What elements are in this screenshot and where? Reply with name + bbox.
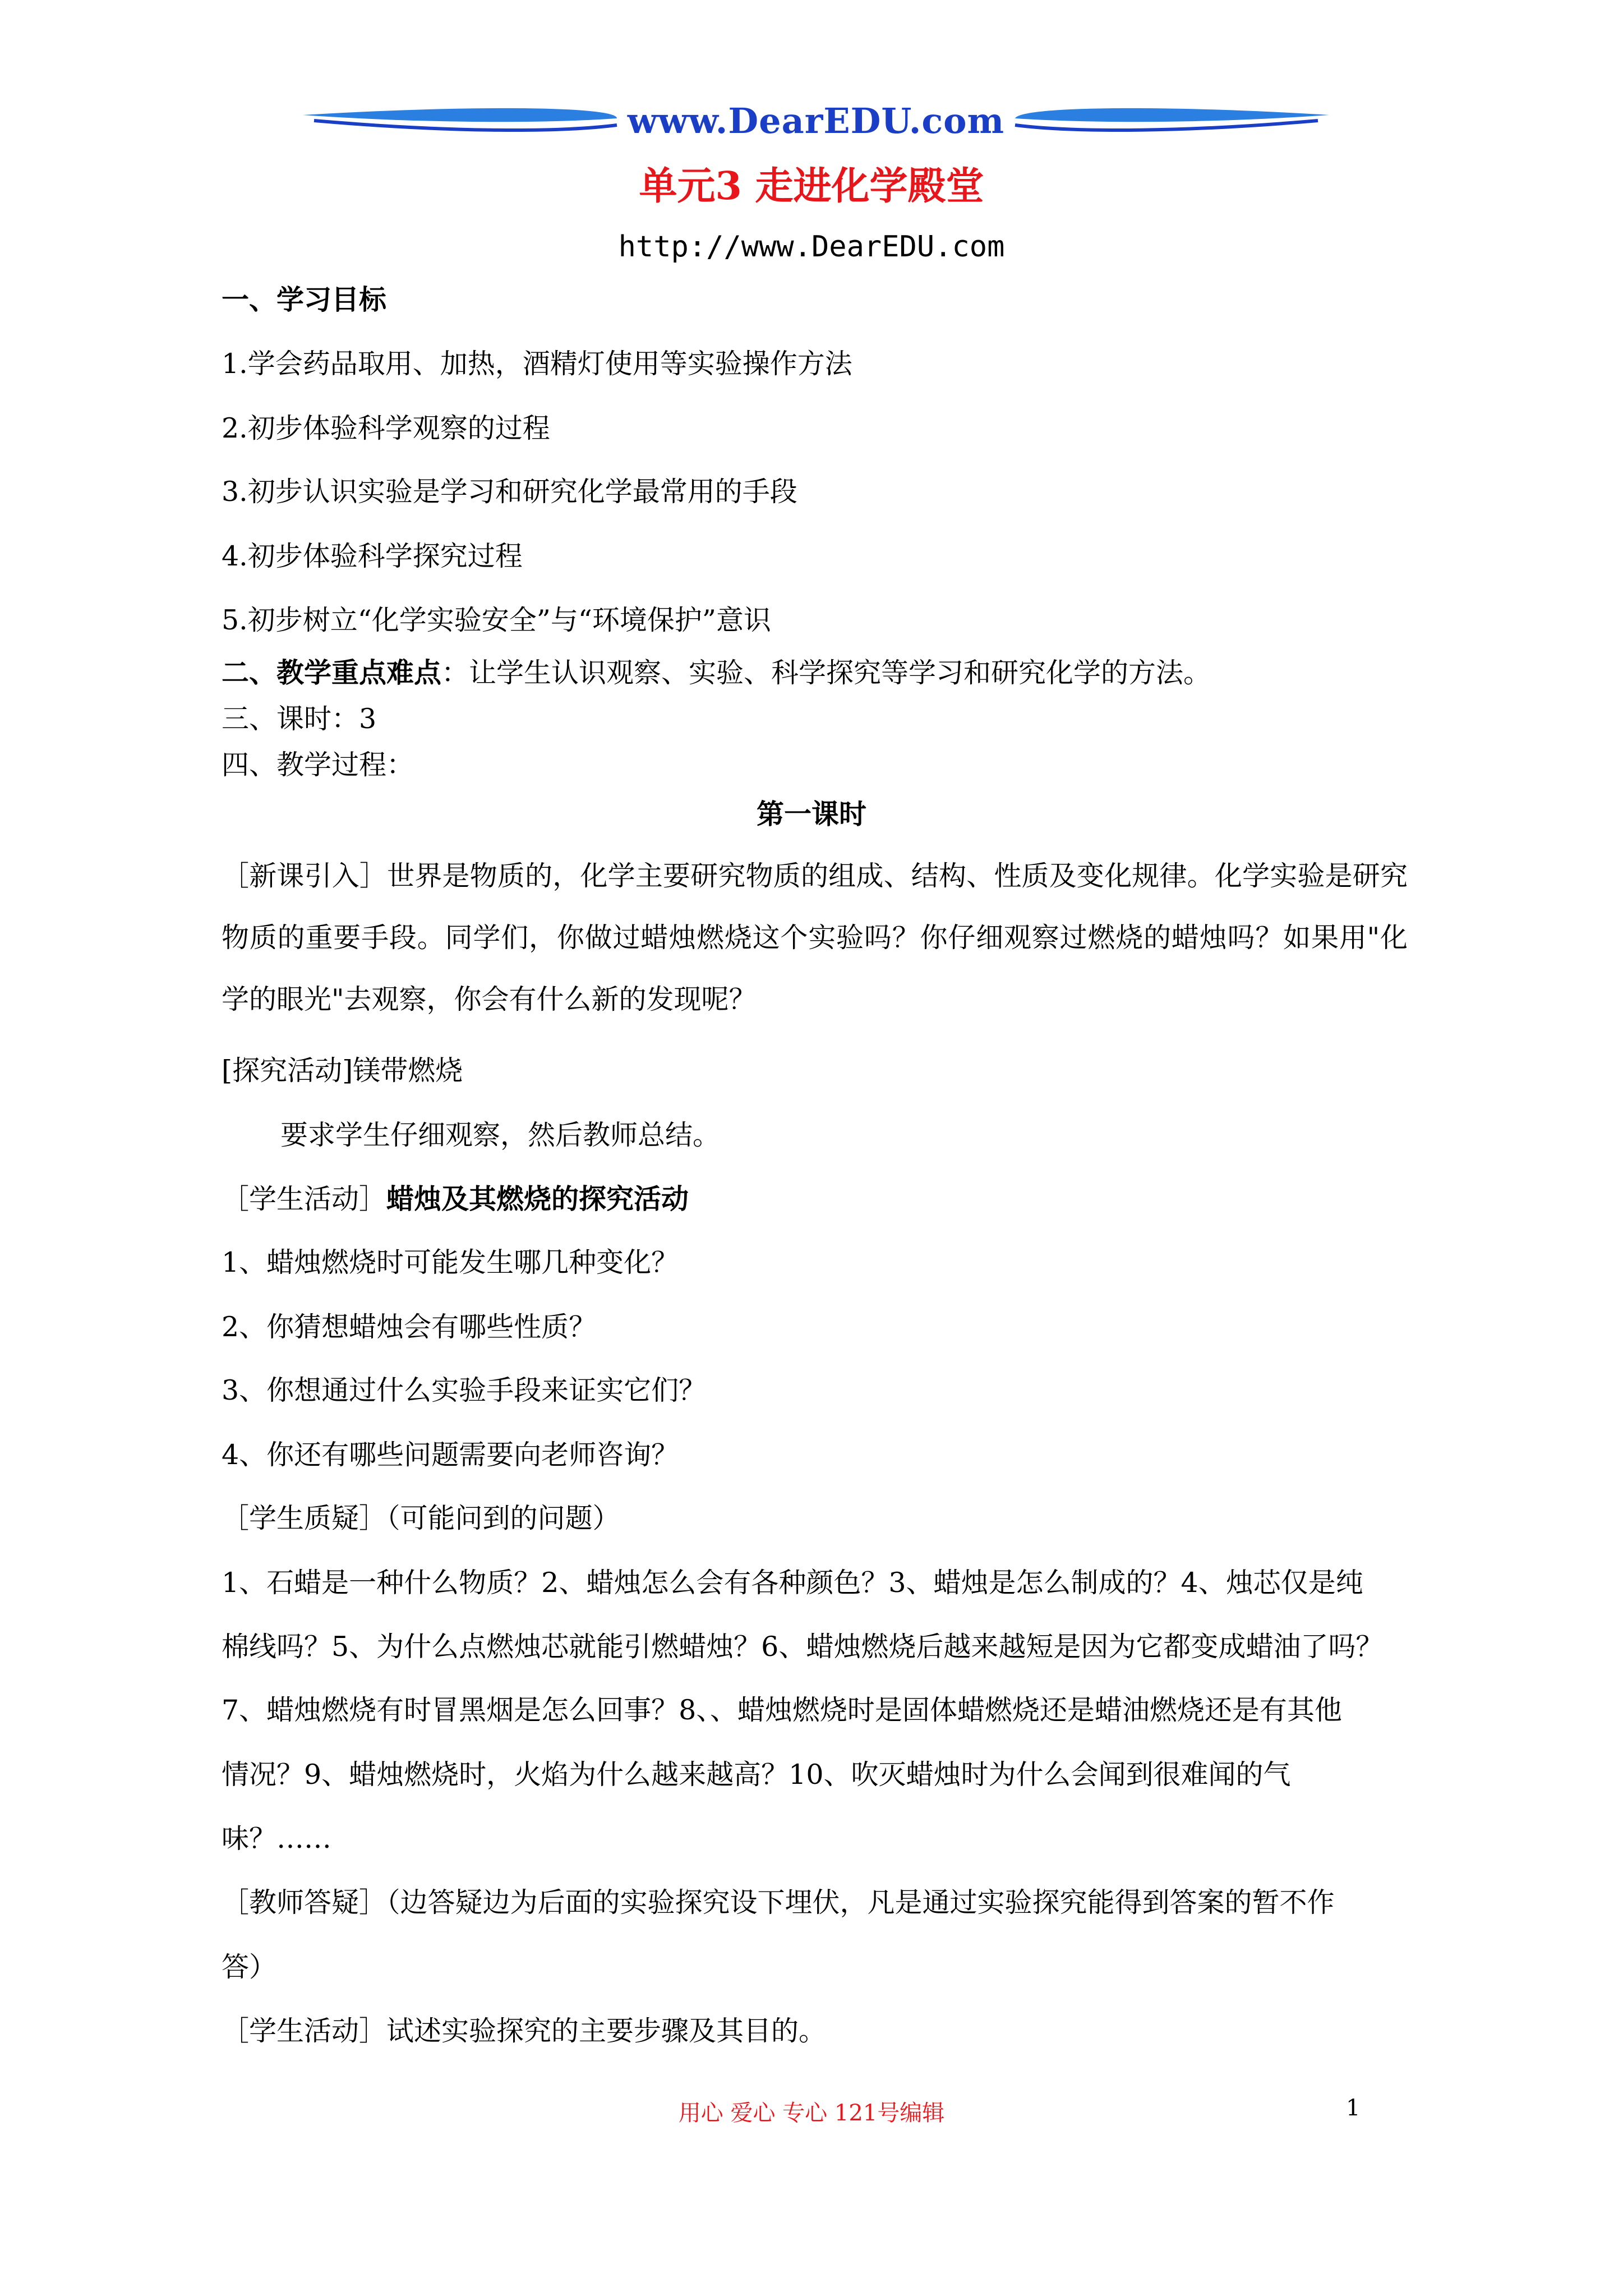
list-item: 4.初步体验科学探究过程 — [222, 540, 523, 572]
doubt-line: 味？…… — [222, 1823, 332, 1855]
doubt-line: 7、蜡烛燃烧有时冒黑烟是怎么回事？8、、蜡烛燃烧时是固体蜡燃烧还是蜡油燃烧还是有其他 — [222, 1694, 1342, 1726]
student-activity — [222, 1182, 1405, 1216]
section3: 三、课时：3 — [222, 703, 377, 735]
banner-text: www.DearEDU.com — [627, 100, 1005, 141]
list-item: 5.初步树立“化学实验安全”与“环境保护”意识 — [222, 604, 771, 636]
doubt-line: 1、石蜡是一种什么物质？2、蜡烛怎么会有各种颜色？3、蜡烛是怎么制成的？4、烛芯仅是纯 — [222, 1567, 1363, 1599]
student-activity-title: 蜡烛及其燃烧的探究活动 — [386, 1182, 689, 1215]
list-item: 1.学会药品取用、加热，酒精灯使用等实验操作方法 — [222, 348, 852, 380]
explore-heading: [探究活动]镁带燃烧 — [222, 1055, 463, 1087]
teacher-answer-line: ［教师答疑］（边答疑边为后面的实验探究设下埋伏，凡是通过实验探究能得到答案的暂不作 — [222, 1887, 1335, 1918]
header-url[interactable]: http://www.DearEDU.com — [618, 230, 1005, 264]
doubt-line: 棉线吗？5、为什么点燃烛芯就能引燃蜡烛？6、蜡烛燃烧后越来越短是因为它都变成蜡油了吗？ — [222, 1631, 1384, 1663]
list-item: 3、你想通过什么实验手段来证实它们？ — [222, 1374, 707, 1406]
list-item: 1、蜡烛燃烧时可能发生哪几种变化？ — [222, 1246, 679, 1278]
section2 — [222, 656, 1405, 690]
teacher-answer-line: 答） — [222, 1951, 277, 1983]
page-title: 单元3 走进化学殿堂 — [639, 164, 984, 209]
section2-label: 二、教学重点难点 — [222, 656, 442, 689]
page-number: 1 — [1346, 2095, 1361, 2121]
section2-text: ：让学生认识观察、实验、科学探究等学习和研究化学的方法。 — [441, 657, 1211, 689]
list-item: 2.初步体验科学观察的过程 — [222, 412, 550, 444]
section1-heading: 一、学习目标 — [222, 283, 387, 316]
header-banner — [303, 98, 1329, 149]
list-item: 2、你猜想蜡烛会有哪些性质？ — [222, 1311, 597, 1343]
explore-note: 要求学生仔细观察，然后教师总结。 — [280, 1119, 721, 1151]
section4: 四、教学过程： — [222, 749, 414, 781]
doubt-line: 情况？9、蜡烛燃烧时，火焰为什么越来越高？10、吹灭蜡烛时为什么会闻到很难闻的气 — [222, 1759, 1291, 1791]
intro-paragraph: ［新课引入］世界是物质的，化学主要研究物质的组成、结构、性质及变化规律。化学实验是研究物质的重要手段。同学们，你做过蜡烛燃烧这个实验吗？你仔细观察过燃烧的蜡烛吗？如果用"化学的眼光"去观察，你会有什么新的发现呢？ — [222, 860, 1408, 1015]
doubt-heading: ［学生质疑］（可能问到的问题） — [222, 1502, 620, 1534]
lesson-title: 第一课时 — [756, 798, 866, 830]
list-item: 3.初步认识实验是学习和研究化学最常用的手段 — [222, 476, 797, 508]
student-activity-2: ［学生活动］试述实验探究的主要步骤及其目的。 — [222, 2015, 827, 2047]
list-item: 4、你还有哪些问题需要向老师咨询？ — [222, 1439, 679, 1471]
footer-text: 用心 爱心 专心 121号编辑 — [678, 2100, 945, 2126]
student-activity-label: ［学生活动］ — [222, 1183, 387, 1215]
